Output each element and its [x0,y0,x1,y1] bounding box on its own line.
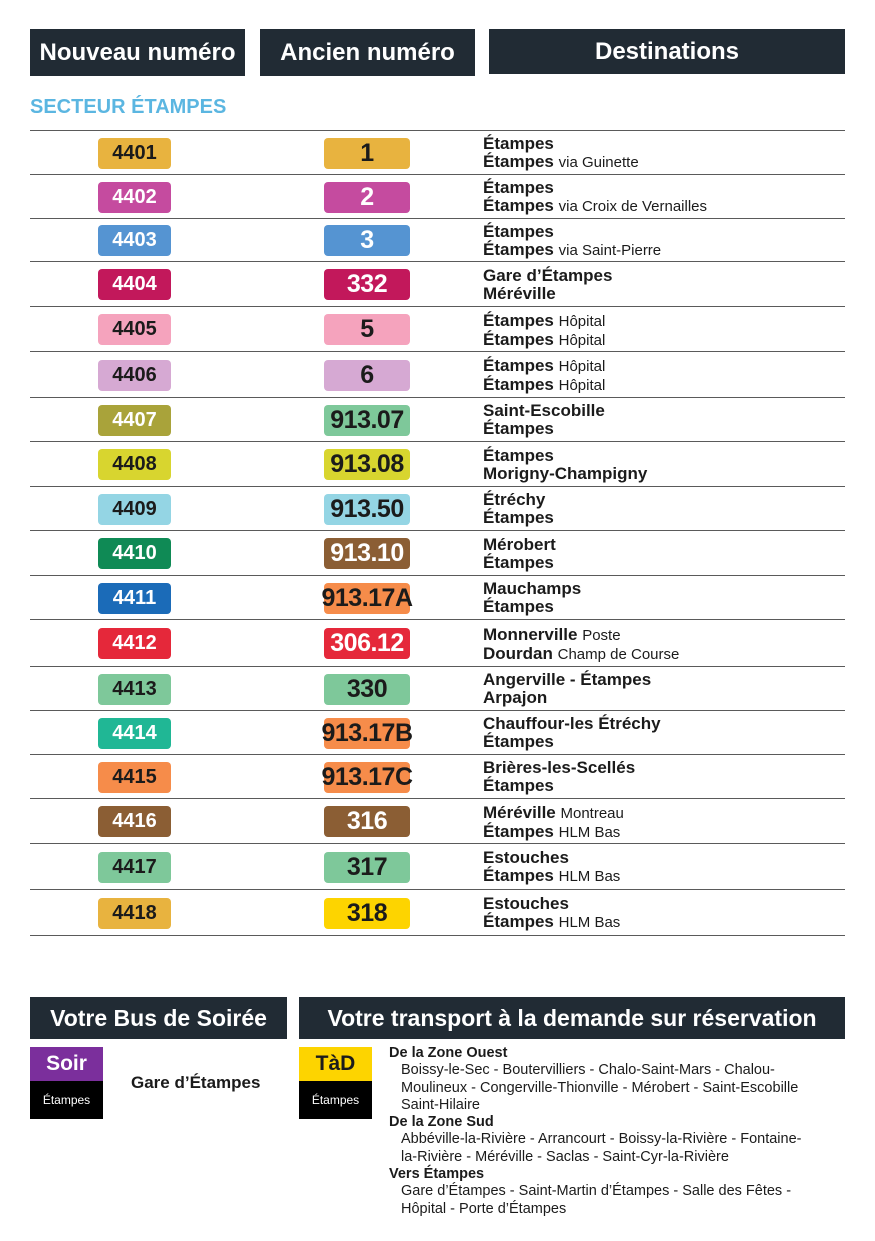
destinations-cell [483,135,639,172]
destination-line [483,536,556,554]
destination-stop: Dourdan [483,643,553,663]
destination-line [483,465,647,483]
destination-line [483,331,605,350]
new-line-badge: 4415 [98,762,171,793]
destination-line [483,267,612,285]
destination-detail: via Guinette [558,154,639,171]
destination-line [483,867,620,886]
table-row [30,352,845,398]
zone-stops: Hôpital - Porte d’Étampes [401,1200,567,1217]
destination-detail: HLM Bas [558,914,621,931]
destination-line [483,823,624,842]
destination-line [483,509,554,527]
table-row [30,576,845,620]
destination-detail: Hôpital [558,358,606,375]
new-line-badge: 4410 [98,538,171,569]
destinations-cell [483,491,554,527]
destination-line [483,580,581,598]
new-line-badge: 4412 [98,628,171,659]
destination-stop: Étampes [483,310,554,330]
destination-line [483,777,635,795]
destinations-cell [483,267,612,303]
destination-line [483,895,620,913]
old-line-badge: 2 [324,182,410,213]
destination-line [483,447,647,465]
zone-stops: Moulineux - Congerville-Thionville - Mérobert - Saint-Escobille [401,1079,799,1096]
destination-stop: Étampes [483,732,554,751]
destination-line [483,554,556,572]
destination-stop: Étampes [483,912,554,931]
old-line-badge: 913.50 [324,494,410,525]
table-row [30,131,845,175]
new-line-badge: 4416 [98,806,171,837]
destinations-cell [483,895,620,932]
destination-stop: Étampes [483,821,554,841]
old-line-badge: 5 [324,314,410,345]
destination-stop: Étampes [483,196,554,215]
destinations-cell [483,312,605,350]
destination-line [483,223,661,241]
new-line-badge: 4409 [98,494,171,525]
destination-stop: Étampes [483,329,554,349]
table-row [30,175,845,219]
destination-stop: Estouches [483,894,569,913]
destination-detail: Montreau [560,804,624,822]
old-line-badge: 913.17C [321,762,413,791]
old-line-badge: 913.17B [321,718,413,747]
table-row [30,667,845,711]
table-row [30,890,845,936]
destination-stop: Brières-les-Scellés [483,758,636,777]
zone-stops: Saint-Hilaire [401,1096,480,1113]
table-row [30,487,845,531]
destination-line [483,376,605,395]
destinations-cell [483,626,679,664]
destination-stop: Monnerville [483,624,578,644]
new-line-badge: 4404 [98,269,171,300]
header-old-number: Ancien numéro [260,29,475,76]
destination-stop: Estouches [483,848,569,867]
old-line-badge: 6 [324,360,410,391]
table-row [30,398,845,442]
new-line-badge: 4411 [98,583,171,614]
old-line-badge: 913.17A [321,583,413,612]
destinations-cell [483,671,651,707]
table-row [30,307,845,352]
soir-badge-label: Étampes [30,1081,103,1119]
destination-stop: Chauffour-les Étréchy [483,714,661,733]
destination-stop: Étréchy [483,490,546,509]
zone-title: Vers Étampes [389,1166,485,1183]
destination-line [483,241,661,260]
destination-line [483,645,679,664]
destinations-cell [483,536,556,572]
old-line-badge: 3 [324,225,410,256]
destination-line [483,598,581,616]
new-line-badge: 4418 [98,898,171,929]
table-row [30,262,845,307]
header-destinations: Destinations [489,29,845,74]
destination-stop: Étampes [483,178,554,197]
old-line-badge: 317 [324,852,410,883]
destination-stop: Étampes [483,239,554,259]
destination-stop: Méréville [483,283,556,303]
destination-line [483,491,554,509]
old-line-badge: 306.12 [324,628,410,659]
table-row [30,442,845,487]
destination-stop: Angerville - Étampes [483,670,652,689]
soir-badge: Soir [30,1047,103,1081]
destination-line [483,179,707,197]
new-line-badge: 4413 [98,674,171,705]
destination-stop: Étampes [483,866,554,885]
new-line-badge: 4417 [98,852,171,883]
destination-detail: Hôpital [558,312,606,330]
sector-title: SECTEUR ÉTAMPES [30,96,227,118]
destination-stop: Étampes [483,152,554,171]
destination-line [483,671,651,689]
table-row [30,844,845,890]
table-row [30,219,845,262]
old-line-badge: 316 [324,806,410,837]
destination-stop: Mérobert [483,534,556,554]
old-line-badge: 330 [324,674,410,705]
destination-detail: Poste [582,626,621,644]
new-line-badge: 4408 [98,449,171,480]
destination-detail: Champ de Course [557,645,680,663]
zone-title: De la Zone Ouest [389,1045,508,1061]
destination-line [483,420,605,438]
destinations-cell [483,447,647,483]
destination-line [483,689,651,707]
destination-detail: HLM Bas [558,823,621,841]
destinations-cell [483,715,661,751]
destination-stop: Étampes [483,356,554,375]
old-line-badge: 318 [324,898,410,929]
destination-detail: Hôpital [558,331,606,349]
new-line-badge: 4414 [98,718,171,749]
old-line-badge: 332 [324,269,410,300]
destination-stop: Étampes [483,419,554,438]
destinations-cell [483,759,635,795]
destination-line [483,733,661,751]
table-row [30,620,845,667]
zone-stops: Abbéville-la-Rivière - Arrancourt - Boissy-la-Rivière - Fontaine- [401,1131,802,1148]
destination-stop: Méréville [483,802,556,822]
soir-destination: Gare d’Étampes [131,1073,261,1092]
destination-detail: via Croix de Vernailles [558,198,708,215]
destinations-cell [483,849,620,886]
table-row [30,711,845,755]
destinations-cell [483,402,605,438]
destination-line [483,402,605,420]
new-line-badge: 4401 [98,138,171,169]
new-line-badge: 4405 [98,314,171,345]
old-line-badge: 1 [324,138,410,169]
destination-line [483,913,620,932]
destination-stop: Étampes [483,134,554,153]
table-row [30,755,845,799]
destination-line [483,153,639,172]
new-line-badge: 4407 [98,405,171,436]
destination-line [483,285,612,303]
old-line-badge: 913.10 [324,538,410,569]
destination-stop: Étampes [483,508,554,527]
destination-stop: Étampes [483,776,554,795]
tad-header: Votre transport à la demande sur réservation [299,997,845,1039]
destination-stop: Étampes [483,221,554,241]
destination-stop: Étampes [483,375,554,394]
destination-detail: HLM Bas [558,868,621,885]
table-row [30,531,845,576]
destination-line [483,357,605,376]
destination-stop: Gare d’Étampes [483,265,613,285]
destination-line [483,759,635,777]
destination-line [483,626,679,645]
destination-stop: Étampes [483,597,554,616]
destination-detail: via Saint-Pierre [558,241,662,259]
destination-line [483,804,624,823]
new-line-badge: 4403 [98,225,171,256]
destination-line [483,197,707,216]
evening-bus-header: Votre Bus de Soirée [30,997,287,1039]
zone-stops: Gare d’Étampes - Saint-Martin d’Étampes - Salle des Fêtes - [401,1183,792,1200]
destination-line [483,135,639,153]
zone-stops: la-Rivière - Méréville - Saclas - Saint-Cyr-la-Rivière [401,1148,729,1165]
destinations-cell [483,179,707,216]
destinations-cell [483,804,624,842]
destination-line [483,312,605,331]
zone-stops: Boissy-le-Sec - Boutervilliers - Chalo-Saint-Mars - Chalou- [401,1062,775,1079]
destinations-cell [483,357,605,395]
destination-stop: Arpajon [483,688,548,707]
destination-stop: Mauchamps [483,579,582,598]
destinations-cell [483,580,581,616]
destination-stop: Morigny-Champigny [483,463,648,483]
header-new-number: Nouveau numéro [30,29,245,76]
tad-badge-label: Étampes [299,1081,372,1119]
destination-stop: Saint-Escobille [483,401,605,420]
destination-stop: Étampes [483,445,554,465]
old-line-badge: 913.07 [324,405,410,436]
destination-stop: Étampes [483,552,554,572]
destination-detail: Hôpital [558,377,606,394]
destination-line [483,715,661,733]
destinations-cell [483,223,661,260]
lines-table [30,130,845,936]
old-line-badge: 913.08 [324,449,410,480]
table-row [30,799,845,844]
new-line-badge: 4406 [98,360,171,391]
tad-badge: TàD [299,1047,372,1081]
new-line-badge: 4402 [98,182,171,213]
zone-title: De la Zone Sud [389,1114,494,1131]
tad-zones [389,1045,841,1218]
destination-line [483,849,620,867]
